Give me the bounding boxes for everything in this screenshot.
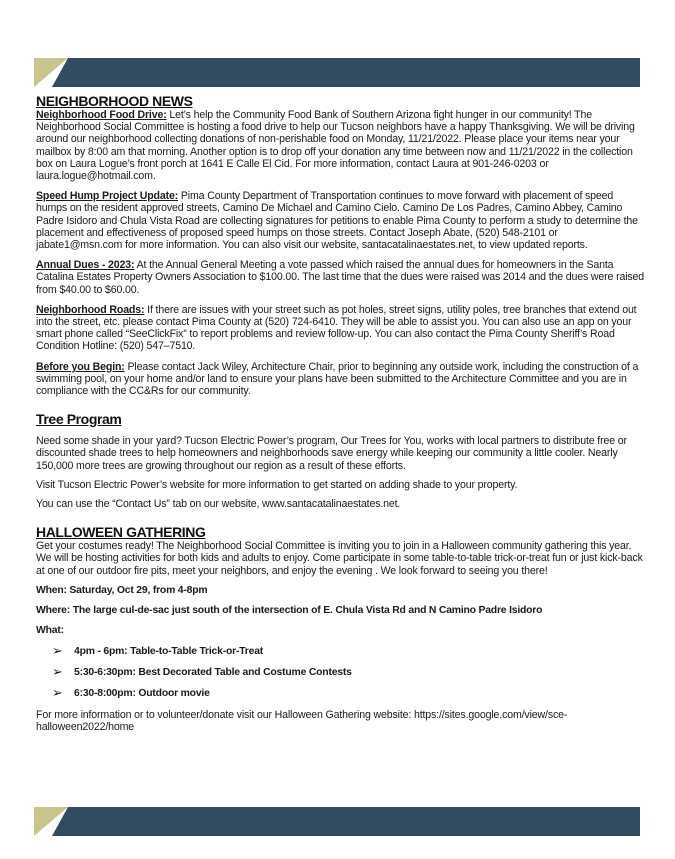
halloween-what: What:: [36, 625, 64, 637]
halloween-when: When: Saturday, Oct 29, from 4-8pm: [36, 584, 208, 596]
arrow-bullet-icon: ➢: [52, 663, 63, 679]
neighborhood-news-heading: NEIGHBORHOOD NEWS: [36, 93, 193, 109]
annual-dues-text: At the Annual General Meeting a vote passed which raised the annual dues for homeowners in the Santa Catalina Estates Property Owners Association to $100.00. The last time that the dues were raised was 2014 and the dues were raised from $40.00 to $60.00.: [36, 259, 645, 296]
speed-hump-paragraph: [36, 190, 646, 251]
tree-program-heading: Tree Program: [36, 411, 122, 428]
halloween-where: Where: The large cul-de-sac just south of the intersection of E. Chula Vista Rd and N Camino Padre Isidoro: [36, 605, 543, 617]
annual-dues-paragraph: [36, 259, 646, 296]
top-banner: [34, 58, 640, 87]
speed-hump-lead: Speed Hump Project Update:: [36, 190, 179, 203]
food-drive-text: Let’s help the Community Food Bank of Southern Arizona fight hunger in our community! The Neighborhood Social Committee is hosting a food drive to help our Tucson neighbors have a happy Thanksgiving. We will be driving around our neighborhood collecting donations of non-perishable food on Monday, 11/21/2022. Please place your items near your mailbox by 8:00 am that morning. Another option is to drop off your donation any time between now and 11/21/2022 in the collection box on Laura Logue’s front porch at 1641 E Calle El Cid. For more information, contact Laura at 901-246-0203 or laura.logue@hotmail.com.: [36, 109, 635, 183]
tree-program-paragraph-2: Visit Tucson Electric Power’s website for more information to get started on adding shade to your property.: [36, 478, 518, 491]
newsletter-body: [36, 94, 646, 733]
arrow-bullet-icon: ➢: [52, 684, 63, 700]
before-begin-lead: Before you Begin:: [36, 360, 125, 373]
list-item: ➢ 4pm - 6pm: Table-to-Table Trick-or-Treat: [52, 642, 264, 658]
halloween-heading: HALLOWEEN GATHERING: [36, 524, 206, 541]
activity-list: [36, 642, 646, 700]
speed-hump-text: Pima County Department of Transportation continues to move forward with placement of speed humps on the resident approved streets, Camino De Michael and Camino Cielo. Camino De Los Padres, Camino Abbey, Camino Padre Isidoro and Chula Vista Road are collecting signatures for petitions to enable Pima County to perform a study to determine the placement and effectiveness of proposed speed humps on those streets. Contact Joseph Abate, (520) 548-2101 or jabate1@msn.com for more information. You can also visit our website, santacatalinaestates.net, to view updated reports.: [36, 190, 638, 252]
halloween-more-info: For more information or to volunteer/donate visit our Halloween Gathering website: https://sites.google.com/view/sce-halloween2022/home: [36, 708, 568, 733]
banner-bar: [52, 807, 640, 836]
food-drive-lead: Neighborhood Food Drive:: [36, 109, 167, 121]
bottom-banner: [34, 807, 640, 836]
roads-text: If there are issues with your street such as pot holes, street signs, utility poles, tree branches that extend out into the street, etc. please contact Pima County at (520) 724-6410. They will be able to assist you. You can also use an app on your smart phone called “SeeClickFix” to report problems and review follow-up. You can also contact the Pima County Sheriff’s Road Condition Hotline: (520) 547–7510.: [36, 303, 637, 353]
halloween-intro: Get your costumes ready! The Neighborhood Social Committee is inviting you to join in a Halloween community gathering this year. We will be hosting activities for both kids and adults to enjoy. Come participate in some table-to-table trick-or-treat fun or just kick-back at one of our outdoor fire pits, meet your neighbors, and enjoy the evening . We look forward to seeing you there!: [36, 540, 643, 577]
arrow-bullet-icon: ➢: [52, 642, 63, 658]
tree-program-paragraph-3: You can use the “Contact Us” tab on our website, www.santacatalinaestates.net.: [36, 498, 401, 511]
food-drive-paragraph: [36, 109, 646, 182]
before-begin-paragraph: [36, 361, 646, 398]
before-begin-text: Please contact Jack Wiley, Architecture Chair, prior to beginning any outside work, including the construction of a swimming pool, on your home and/or land to ensure your plans have been submitted to the Architecture Committee and you are in compliance with the CC&Rs for our community.: [36, 360, 639, 398]
annual-dues-lead: Annual Dues - 2023:: [36, 259, 135, 272]
list-item: ➢ 6:30-8:00pm: Outdoor movie: [52, 684, 210, 700]
roads-paragraph: [36, 304, 646, 353]
banner-bar: [52, 58, 640, 87]
tree-program-paragraph-1: Need some shade in your yard? Tucson Electric Power’s program, Our Trees for You, works with local partners to distribute free or discounted shade trees to help homeowners and neighborhoods save energy while keeping our community a little cooler. Nearly 150,000 more trees are growing throughout our region as a result of these efforts.: [36, 435, 627, 472]
roads-lead: Neighborhood Roads:: [36, 303, 145, 316]
list-item: ➢ 5:30-6:30pm: Best Decorated Table and Costume Contests: [52, 663, 352, 679]
